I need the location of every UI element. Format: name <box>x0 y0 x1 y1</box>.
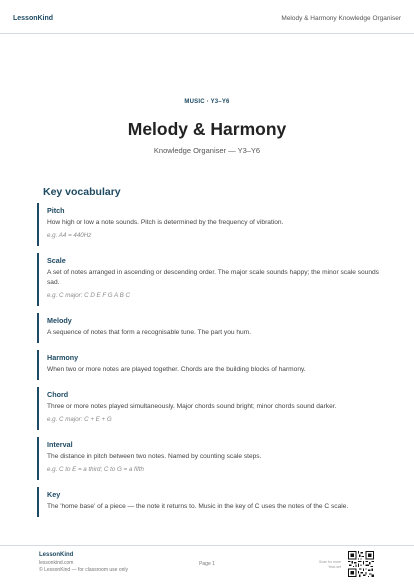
page-footer <box>0 545 414 585</box>
vocab-term: Melody <box>47 316 72 325</box>
vocab-example: e.g. C major: C + E + G <box>47 416 112 423</box>
brand-logo-text[interactable]: LessonKind <box>13 15 54 22</box>
page-subtitle: Knowledge Organiser — Y3–Y6 <box>153 146 261 155</box>
page-number: Page 1 <box>199 561 215 567</box>
vocab-term: Chord <box>47 390 69 399</box>
vocab-definition: When two or more notes are played together. Chords are the building blocks of harmony. <box>47 366 306 373</box>
vocab-card-key <box>37 487 380 517</box>
qr-caption: Scan for more Year-set <box>319 560 341 569</box>
footer-site-link[interactable]: lessonkind.com <box>39 560 74 566</box>
vocab-card-scale <box>37 253 380 306</box>
page-header <box>0 0 414 34</box>
vocab-definition: The 'home base' of a piece — the note it returns to. Music in the key of C uses the notes of the C scale. <box>47 503 349 510</box>
vocab-term: Harmony <box>47 353 79 362</box>
vocab-card-pitch <box>37 203 380 246</box>
document-title: Melody & Harmony Knowledge Organiser <box>281 15 401 22</box>
qr-code-icon[interactable] <box>348 551 374 577</box>
vocab-term: Key <box>47 490 61 499</box>
vocab-example: e.g. A4 = 440Hz <box>47 232 92 239</box>
vocab-definition: The distance in pitch between two notes. Named by counting scale steps. <box>47 453 262 460</box>
vocab-definition: A set of notes arranged in ascending or descending order. The major scale sounds happy; the minor scale sounds sad. <box>47 269 379 286</box>
vocab-definition: How high or low a note sounds. Pitch is determined by the frequency of vibration. <box>47 219 284 226</box>
vocab-term: Scale <box>47 256 66 265</box>
vocab-card-chord <box>37 387 380 430</box>
vocab-card-melody <box>37 313 380 343</box>
page-title: Melody & Harmony <box>127 119 287 139</box>
vocab-definition: Three or more notes played simultaneously. Major chords sound bright; minor chords sound darker. <box>47 403 337 410</box>
section-heading-key-vocabulary: Key vocabulary <box>43 186 121 198</box>
vocabulary-list <box>37 203 380 524</box>
vocab-term: Interval <box>47 440 73 449</box>
vocab-definition: A sequence of notes that form a recognisable tune. The part you hum. <box>47 329 252 336</box>
footer-brand: LessonKind <box>39 552 74 558</box>
footer-copyright: © LessonKind — for classroom use only <box>39 567 129 573</box>
subject-eyebrow: MUSIC · Y3–Y6 <box>184 99 230 105</box>
vocab-term: Pitch <box>47 206 65 215</box>
vocab-card-interval <box>37 437 380 480</box>
vocab-example: e.g. C major: C D E F G A B C <box>47 292 130 299</box>
vocab-card-harmony <box>37 350 380 380</box>
vocab-example: e.g. C to E = a third; C to G = a fifth <box>47 466 144 473</box>
